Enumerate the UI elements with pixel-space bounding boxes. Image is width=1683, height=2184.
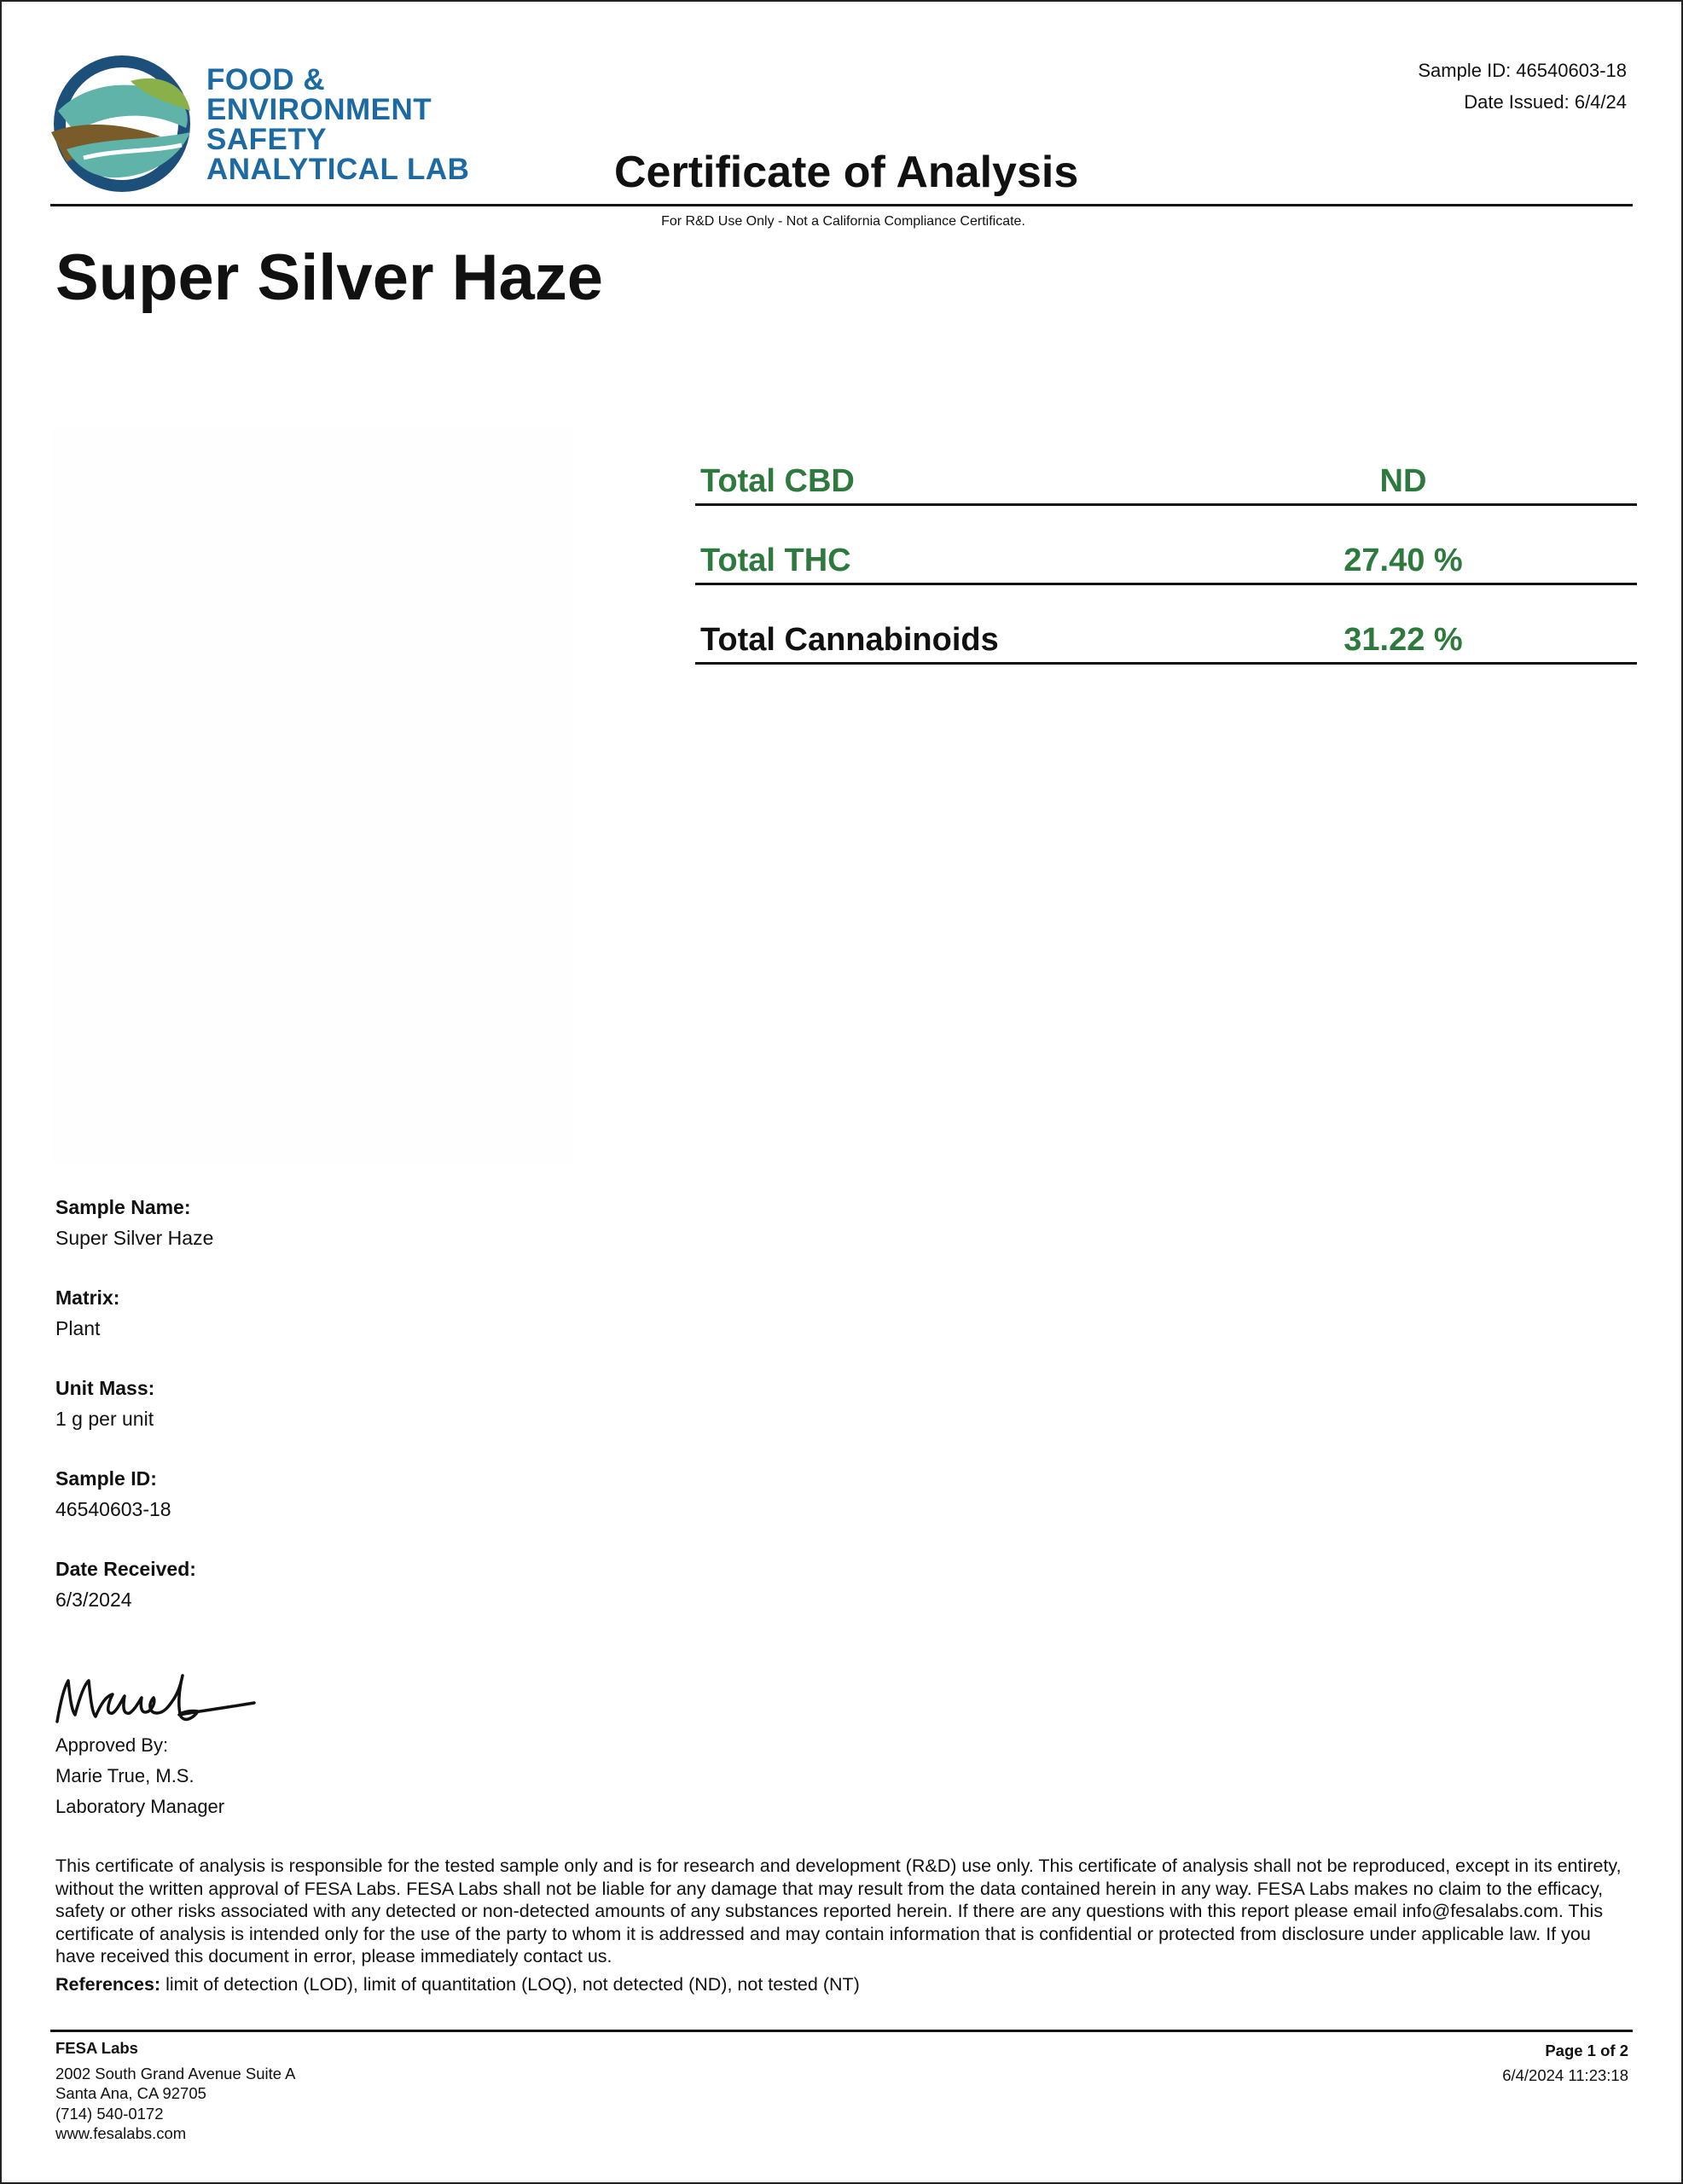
footer-page-info <box>1502 2038 1628 2088</box>
header-divider <box>50 204 1633 206</box>
references <box>55 1974 860 1995</box>
product-photo-area <box>53 428 573 1162</box>
footer-phone: (714) 540-0172 <box>55 2104 164 2123</box>
footer-address-line: Santa Ana, CA 92705 <box>55 2084 206 2102</box>
detail-value: 46540603-18 <box>55 1498 171 1520</box>
header-meta <box>1418 55 1627 118</box>
header-sample-id: Sample ID: 46540603-18 <box>1418 60 1627 81</box>
page-number: Page 1 of 2 <box>1545 2042 1628 2059</box>
summary-label: Total CBD <box>700 463 855 499</box>
footer-company-name: FESA Labs <box>55 2039 138 2057</box>
detail-key: Date Received: <box>55 1558 196 1580</box>
sample-details <box>55 1192 213 1644</box>
summary-label: Total Cannabinoids <box>700 622 999 658</box>
detail-field <box>55 1463 213 1525</box>
logo-line: FOOD & <box>206 63 326 96</box>
compliance-note: For R&D Use Only - Not a California Compliance Certificate. <box>661 214 1025 229</box>
footer-website: www.fesalabs.com <box>55 2124 187 2142</box>
references-label: References: <box>55 1974 161 1995</box>
summary-row <box>695 585 1637 665</box>
detail-field <box>55 1282 213 1344</box>
footer-company <box>55 2038 296 2144</box>
page-title: Certificate of Analysis <box>614 148 1079 197</box>
logo-wordmark <box>206 65 469 184</box>
logo-mark-icon <box>49 51 203 200</box>
footer-address-line: 2002 South Grand Avenue Suite A <box>55 2064 296 2082</box>
disclaimer-text: This certificate of analysis is responsible for the tested sample only and is for research and development (R&D) use only. This certificate of analysis shall not be reproduced, except in its entirety, without the written approval of FESA Labs. FESA Labs shall not be liable for any damage that may result from the data contained herein in any way. FESA Labs makes no claim to the efficacy, safety or other risks associated with any detected or non-detected amounts of any substances reported herein. If there are any questions with this report please email info@fesalabs.com. This certificate of analysis is intended only for the use of the party to whom it is addressed and may contain information that is confidential or protected from disclosure under applicable law. If you have received this document in error, please immediately contact us. <box>55 1856 1622 1966</box>
footer-timestamp: 6/4/2024 11:23:18 <box>1502 2066 1628 2084</box>
logo-line: SAFETY <box>206 123 328 156</box>
summary-value: 27.40 % <box>1343 543 1463 578</box>
summary-label: Total THC <box>700 543 851 578</box>
detail-field <box>55 1373 213 1434</box>
detail-value: Super Silver Haze <box>55 1227 214 1249</box>
detail-field <box>55 1192 213 1253</box>
summary-value: 31.22 % <box>1343 622 1463 658</box>
signature-icon <box>53 1664 258 1732</box>
detail-key: Sample Name: <box>55 1196 191 1218</box>
product-name: Super Silver Haze <box>55 241 604 314</box>
footer-divider <box>50 2030 1633 2032</box>
detail-key: Matrix: <box>55 1287 120 1309</box>
summary-value: ND <box>1379 463 1427 499</box>
references-text: limit of detection (LOD), limit of quantitation (LOQ), not detected (ND), not tested (NT) <box>160 1974 860 1995</box>
summary-row <box>695 506 1637 585</box>
approver-role: Laboratory Manager <box>55 1796 225 1817</box>
logo-line: ENVIRONMENT <box>206 93 432 126</box>
detail-field <box>55 1554 213 1615</box>
detail-value: 6/3/2024 <box>55 1589 132 1611</box>
detail-key: Unit Mass: <box>55 1377 155 1399</box>
approver-name: Marie True, M.S. <box>55 1765 194 1786</box>
detail-value: Plant <box>55 1317 101 1339</box>
detail-value: 1 g per unit <box>55 1408 154 1430</box>
header-date-issued: Date Issued: 6/4/24 <box>1464 91 1627 113</box>
logo-line: ANALYTICAL LAB <box>206 153 470 186</box>
detail-key: Sample ID: <box>55 1467 157 1490</box>
cannabinoid-summary <box>695 427 1637 665</box>
approval-block <box>55 1730 224 1822</box>
summary-row <box>695 427 1637 506</box>
approved-by-label: Approved By: <box>55 1734 169 1756</box>
